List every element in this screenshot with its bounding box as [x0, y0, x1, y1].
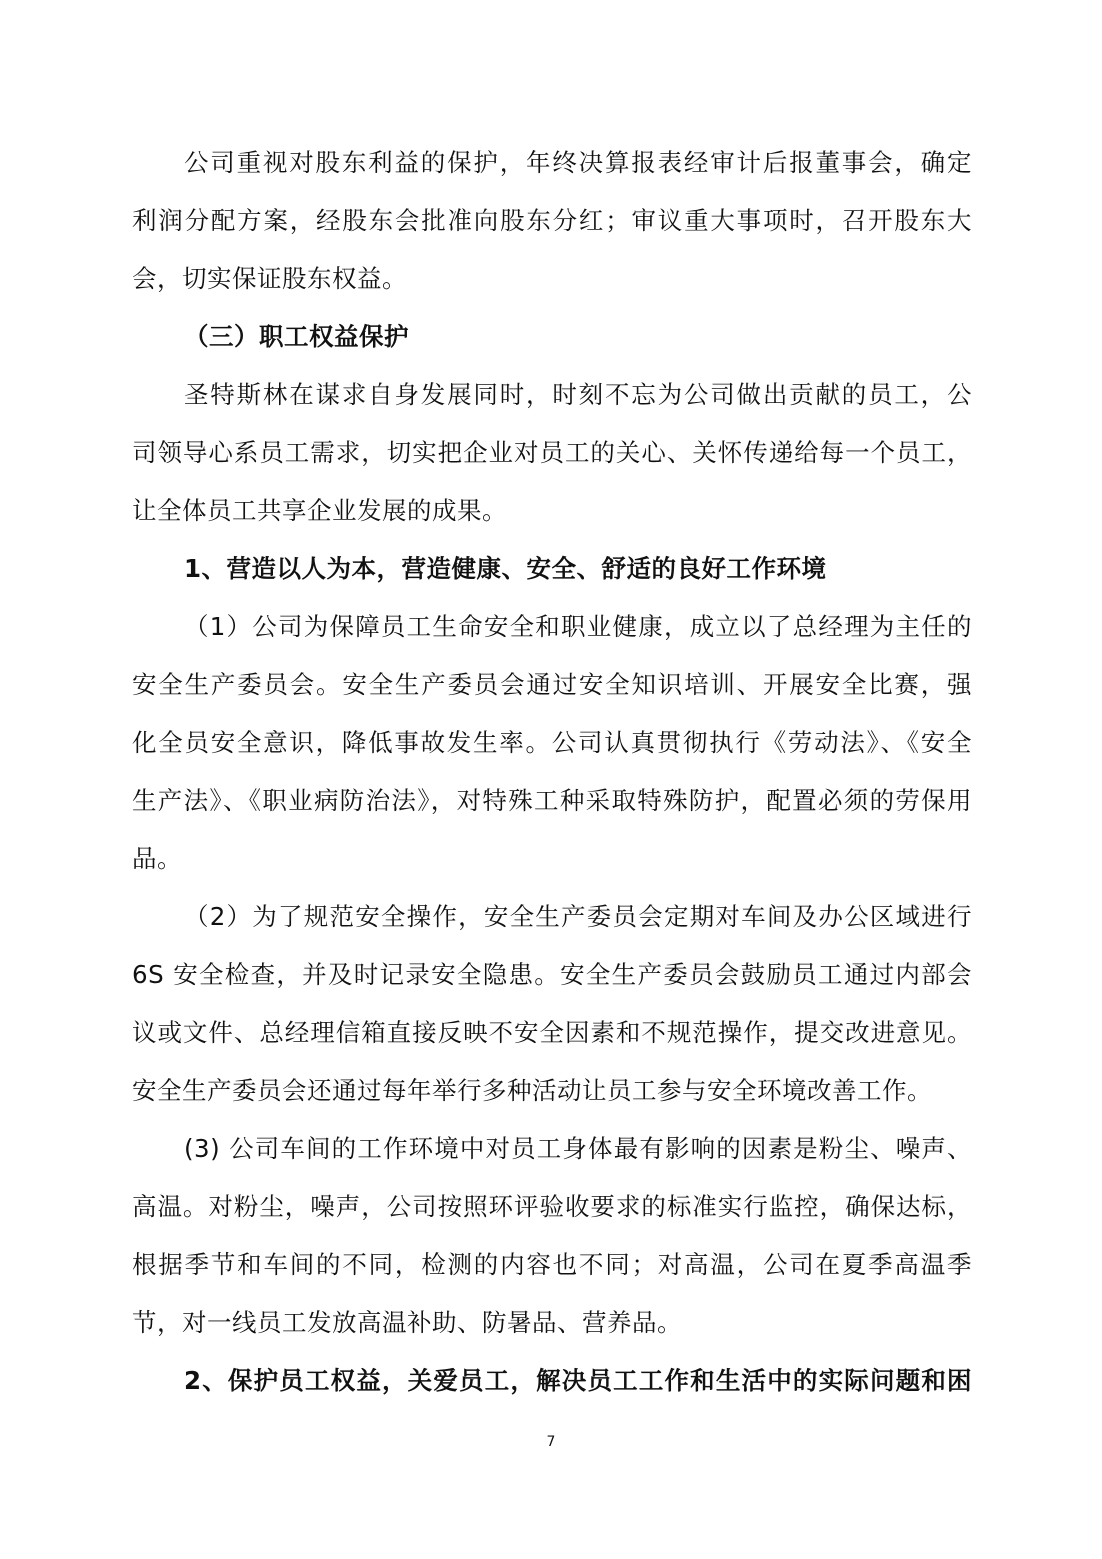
paragraph-line: （1）公司为保障员工生命安全和职业健康，成立以了总经理为主任的 [184, 612, 972, 641]
page-number: 7 [546, 1434, 556, 1450]
subsection-heading: 1、营造以人为本，营造健康、安全、舒适的良好工作环境 [184, 554, 827, 583]
paragraph-line: 化全员安全意识，降低事故发生率。公司认真贯彻执行《劳动法》、《安全 [132, 728, 972, 757]
paragraph-line: 6S 安全检查，并及时记录安全隐患。安全生产委员会鼓励员工通过内部会 [132, 960, 972, 989]
paragraph-line: 根据季节和车间的不同，检测的内容也不同；对高温，公司在夏季高温季 [132, 1250, 972, 1279]
section-heading: （三）职工权益保护 [184, 322, 409, 351]
paragraph-line: 安全生产委员会还通过每年举行多种活动让员工参与安全环境改善工作。 [132, 1076, 932, 1105]
paragraph-line: 生产法》、《职业病防治法》，对特殊工种采取特殊防护，配置必须的劳保用 [132, 786, 972, 815]
paragraph-line: 安全生产委员会。安全生产委员会通过安全知识培训、开展安全比赛，强 [132, 670, 972, 699]
paragraph-line: 公司重视对股东利益的保护，年终决算报表经审计后报董事会，确定 [184, 148, 972, 177]
paragraph-line: 高温。对粉尘，噪声，公司按照环评验收要求的标准实行监控，确保达标， [132, 1192, 972, 1221]
paragraph-line: (3) 公司车间的工作环境中对员工身体最有影响的因素是粉尘、噪声、 [184, 1134, 972, 1163]
paragraph-line: 利润分配方案，经股东会批准向股东分红；审议重大事项时，召开股东大 [132, 206, 972, 235]
paragraph-line: 品。 [132, 844, 182, 873]
paragraph-line: 让全体员工共享企业发展的成果。 [132, 496, 507, 525]
paragraph-line: 司领导心系员工需求，切实把企业对员工的关心、关怀传递给每一个员工， [132, 438, 972, 467]
paragraph-line: 会，切实保证股东权益。 [132, 264, 407, 293]
paragraph-line: 圣特斯林在谋求自身发展同时，时刻不忘为公司做出贡献的员工，公 [184, 380, 972, 409]
paragraph-line: （2）为了规范安全操作，安全生产委员会定期对车间及办公区域进行 [184, 902, 972, 931]
subsection-heading: 2、保护员工权益，关爱员工，解决员工工作和生活中的实际问题和困 [184, 1366, 972, 1395]
paragraph-line: 议或文件、总经理信箱直接反映不安全因素和不规范操作，提交改进意见。 [132, 1018, 972, 1047]
paragraph-line: 节，对一线员工发放高温补助、防暑品、营养品。 [132, 1308, 682, 1337]
